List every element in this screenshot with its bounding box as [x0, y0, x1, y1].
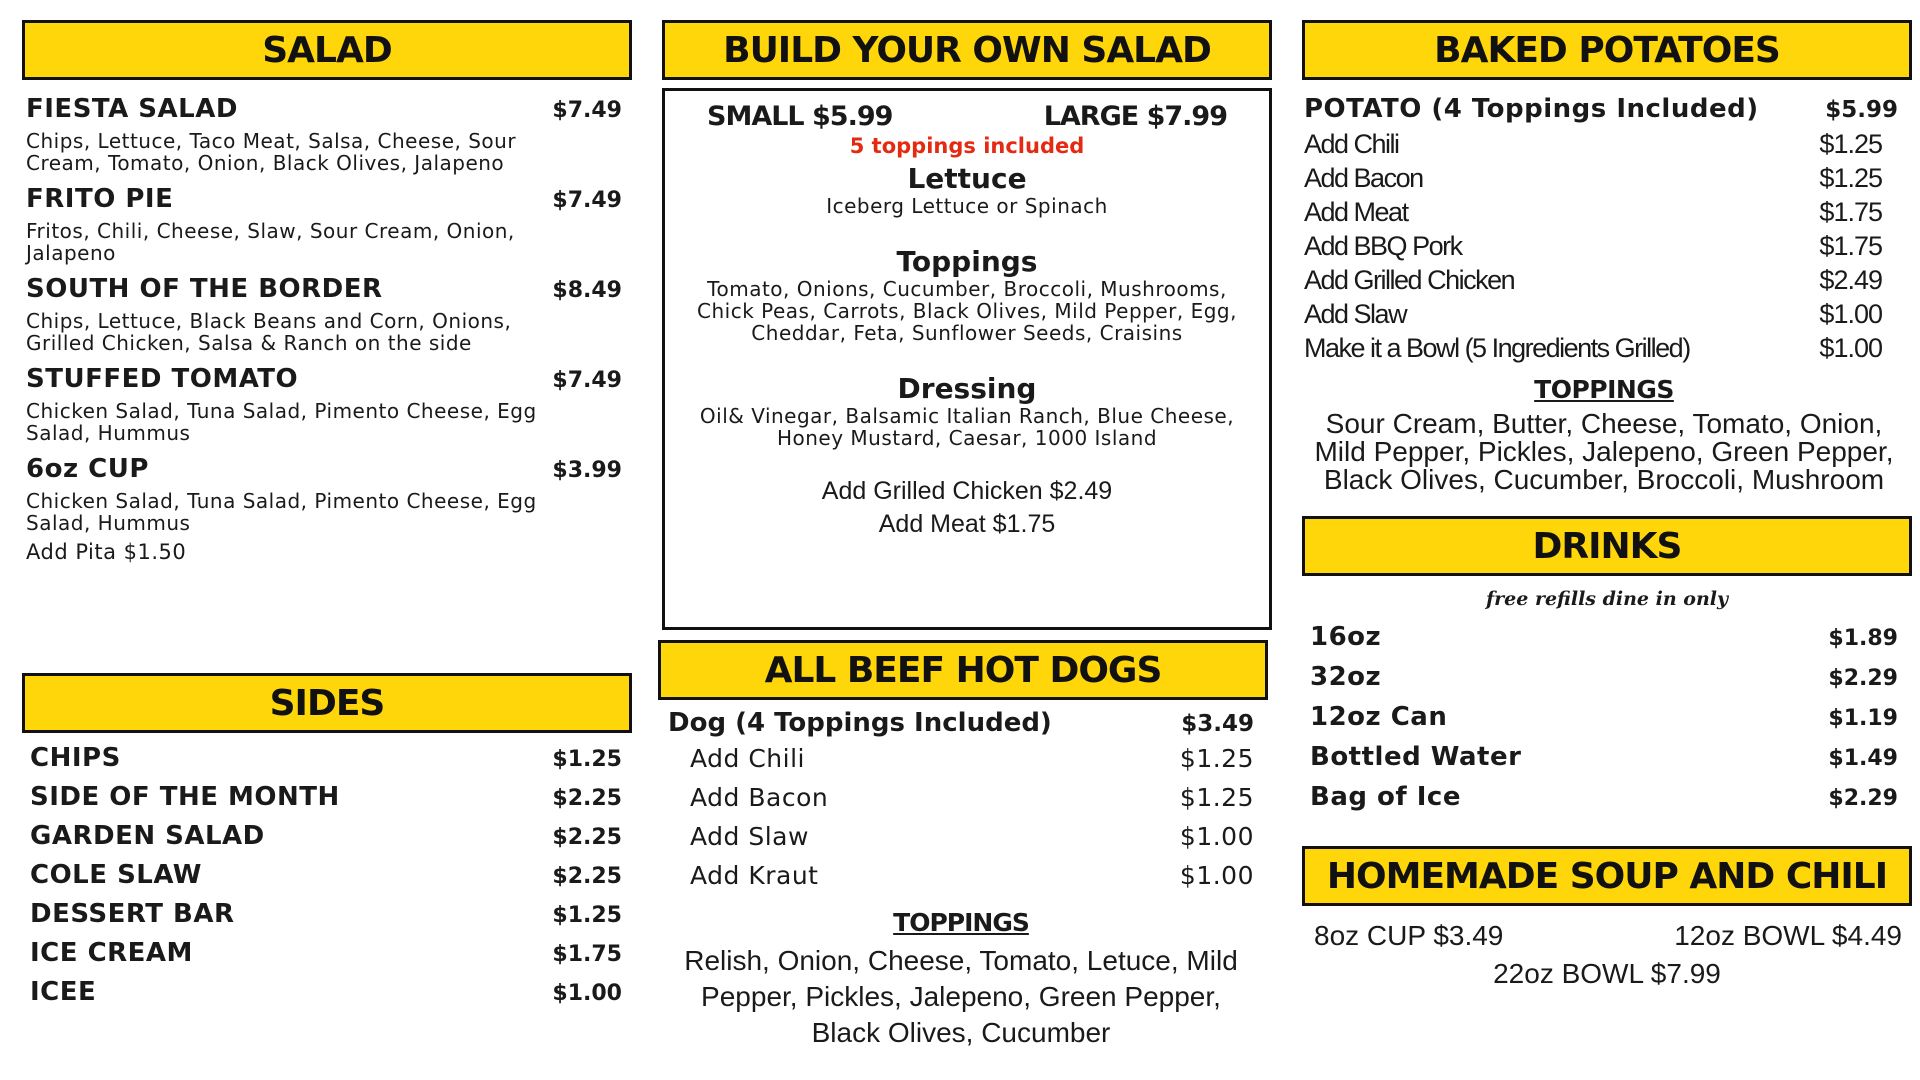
drink-name: 12oz Can	[1310, 702, 1448, 732]
addon-name: Add Bacon	[690, 783, 829, 812]
potatoes-banner: BAKED POTATOES	[1302, 20, 1912, 80]
salad-item-frito-pie	[26, 184, 626, 264]
addon-price: $1.00	[1819, 333, 1882, 363]
drinks-list	[1302, 610, 1912, 822]
drink-name: Bottled Water	[1310, 742, 1522, 772]
free-refills-note: free refills dine in only	[1485, 588, 1729, 610]
side-row	[30, 743, 626, 782]
item-description: Chips, Lettuce, Taco Meat, Salsa, Cheese, Sour Cream, Tomato, Onion, Black Olives, Jalapeno	[26, 129, 517, 175]
left-column	[22, 20, 632, 1007]
item-price: $7.49	[552, 368, 622, 393]
dressing-options: Oil& Vinegar, Balsamic Italian Ranch, Blue Cheese, Honey Mustard, Caesar, 1000 Island	[699, 404, 1235, 450]
hotdog-addon-row	[668, 744, 1254, 783]
drink-row	[1310, 742, 1904, 782]
item-name: SOUTH OF THE BORDER	[26, 274, 383, 304]
byo-salad-banner: BUILD YOUR OWN SALAD	[662, 20, 1272, 80]
side-price: $1.25	[552, 747, 622, 772]
potato-toppings-heading: TOPPINGS	[1534, 375, 1674, 404]
potato-addon-row	[1304, 265, 1904, 299]
item-name: POTATO (4 Toppings Included)	[1304, 94, 1759, 124]
addon-price: $1.00	[1819, 299, 1882, 329]
soup-cup-price: 8oz CUP $3.49	[1314, 920, 1504, 951]
drink-price: $2.29	[1828, 666, 1898, 691]
drink-name: 32oz	[1310, 662, 1382, 692]
side-name: COLE SLAW	[30, 860, 202, 890]
drinks-banner: DRINKS	[1302, 516, 1912, 576]
item-name: FIESTA SALAD	[26, 94, 238, 124]
item-name: Dog (4 Toppings Included)	[668, 708, 1052, 738]
addon-name: Add Bacon	[1304, 163, 1423, 193]
item-name: FRITO PIE	[26, 184, 174, 214]
side-row	[30, 821, 626, 860]
side-row	[30, 782, 626, 821]
drinks-section	[1302, 516, 1912, 822]
soup-sizes-row	[1302, 920, 1912, 952]
side-price: $1.75	[552, 942, 622, 967]
hotdog-addon-row	[668, 861, 1254, 900]
addon-name: Add Slaw	[690, 822, 809, 851]
item-description: Chips, Lettuce, Black Beans and Corn, Onions, Grilled Chicken, Salsa & Ranch on the side	[26, 309, 512, 355]
add-chicken-line: Add Grilled Chicken $2.49	[821, 477, 1113, 505]
addon-price: $1.75	[1819, 197, 1882, 227]
item-price: $5.99	[1825, 97, 1898, 123]
addon-price: $1.75	[1819, 231, 1882, 261]
side-price: $1.00	[552, 981, 622, 1006]
side-row	[30, 899, 626, 938]
item-price: $7.49	[552, 188, 622, 213]
addon-price: $1.25	[1819, 129, 1882, 159]
small-size-price: SMALL $5.99	[707, 101, 893, 132]
side-price: $2.25	[552, 864, 622, 889]
sides-section	[22, 673, 632, 1016]
soup-section	[1302, 846, 1912, 990]
salad-list	[22, 80, 632, 564]
item-price: $3.99	[552, 458, 622, 483]
sides-banner: SIDES	[22, 673, 632, 733]
lettuce-options: Iceberg Lettuce or Spinach	[826, 194, 1108, 218]
sides-list	[22, 733, 632, 1016]
side-name: GARDEN SALAD	[30, 821, 265, 851]
salad-item-6oz-cup	[26, 454, 626, 564]
byo-salad-box	[662, 88, 1272, 630]
drink-price: $1.49	[1828, 746, 1898, 771]
drink-name: Bag of Ice	[1310, 782, 1461, 812]
potato-addon-row	[1304, 231, 1904, 265]
toppings-options: Tomato, Onions, Cucumber, Broccoli, Mushrooms, Chick Peas, Carrots, Black Olives, Mild Pepper, Egg, Cheddar, Feta, Sunflower Seeds, Craisins	[697, 277, 1237, 345]
soup-banner: HOMEMADE SOUP AND CHILI	[1302, 846, 1912, 906]
lettuce-heading: Lettuce	[907, 162, 1027, 195]
addon-price: $2.49	[1819, 265, 1882, 295]
right-column	[1302, 20, 1912, 989]
add-meat-line: Add Meat $1.75	[878, 510, 1056, 538]
size-prices	[689, 101, 1245, 132]
potato-addon-row	[1304, 333, 1904, 367]
hotdog-addon-row	[668, 822, 1254, 861]
side-price: $2.25	[552, 825, 622, 850]
addon-name: Add Slaw	[1304, 299, 1407, 329]
item-name: 6oz CUP	[26, 454, 149, 484]
hotdog-toppings-list: Relish, Onion, Cheese, Tomato, Letuce, Mild Pepper, Pickles, Jalepeno, Green Pepper, Black Olives, Cucumber	[684, 945, 1238, 1048]
side-name: CHIPS	[30, 743, 121, 773]
addon-price: $1.00	[1179, 822, 1254, 851]
drink-price: $1.89	[1828, 626, 1898, 651]
potato-toppings-list: Sour Cream, Butter, Cheese, Tomato, Onion, Mild Pepper, Pickles, Jalepeno, Green Pepper, Black Olives, Cucumber, Broccoli, Mushroom	[1314, 408, 1894, 495]
side-name: ICE CREAM	[30, 938, 193, 968]
addon-price: $1.25	[1179, 744, 1254, 773]
item-description: Chicken Salad, Tuna Salad, Pimento Cheese, Egg Salad, Hummus	[26, 399, 537, 445]
item-description: Chicken Salad, Tuna Salad, Pimento Cheese, Egg Salad, Hummus	[26, 489, 537, 535]
addon-name: Add BBQ Pork	[1304, 231, 1462, 261]
side-name: SIDE OF THE MONTH	[30, 782, 340, 812]
drink-row	[1310, 662, 1904, 702]
item-price: $8.49	[552, 278, 622, 303]
drink-name: 16oz	[1310, 622, 1382, 652]
potato-addon-row	[1304, 299, 1904, 333]
hotdogs-banner: ALL BEEF HOT DOGS	[658, 640, 1268, 700]
addon-name: Add Meat	[1304, 197, 1408, 227]
item-price: $3.49	[1181, 711, 1254, 737]
addon-price: $1.25	[1819, 163, 1882, 193]
addon-name: Add Chili	[1304, 129, 1399, 159]
side-price: $1.25	[552, 903, 622, 928]
soup-22oz-bowl-price: 22oz BOWL $7.99	[1493, 958, 1721, 989]
drink-row	[1310, 702, 1904, 742]
hotdog-addon-row	[668, 783, 1254, 822]
side-name: DESSERT BAR	[30, 899, 235, 929]
addon-name: Make it a Bowl (5 Ingredients Grilled)	[1304, 333, 1690, 363]
toppings-included-note: 5 toppings included	[849, 134, 1085, 158]
addon-price: $1.00	[1179, 861, 1254, 890]
addon-name: Add Chili	[690, 744, 805, 773]
salad-item-south-of-border	[26, 274, 626, 354]
hotdog-main-row	[668, 708, 1254, 744]
drink-price: $1.19	[1828, 706, 1898, 731]
add-pita-note: Add Pita $1.50	[26, 540, 187, 564]
potato-main-row	[1304, 94, 1904, 129]
hotdogs-list	[658, 700, 1268, 1051]
potato-addon-row	[1304, 197, 1904, 231]
soup-12oz-bowl-price: 12oz BOWL $4.49	[1674, 920, 1902, 951]
toppings-heading: Toppings	[896, 245, 1038, 278]
hotdogs-section	[658, 640, 1268, 1051]
drink-row	[1310, 622, 1904, 662]
addon-name: Add Grilled Chicken	[1304, 265, 1515, 295]
side-row	[30, 860, 626, 899]
side-row	[30, 977, 626, 1016]
potato-addon-row	[1304, 163, 1904, 197]
item-description: Fritos, Chili, Cheese, Slaw, Sour Cream, Onion, Jalapeno	[26, 219, 515, 265]
side-row	[30, 938, 626, 977]
addon-name: Add Kraut	[690, 861, 819, 890]
addon-price: $1.25	[1179, 783, 1254, 812]
potatoes-list	[1302, 80, 1912, 494]
drink-row	[1310, 782, 1904, 822]
salad-item-fiesta	[26, 94, 626, 174]
middle-column	[662, 20, 1272, 1048]
drink-price: $2.29	[1828, 786, 1898, 811]
salad-banner: SALAD	[22, 20, 632, 80]
item-name: STUFFED TOMATO	[26, 364, 299, 394]
side-name: ICEE	[30, 977, 97, 1007]
hotdog-toppings-heading: TOPPINGS	[893, 908, 1029, 937]
salad-item-stuffed-tomato	[26, 364, 626, 444]
large-size-price: LARGE $7.99	[1043, 101, 1227, 132]
potato-addon-row	[1304, 129, 1904, 163]
item-price: $7.49	[552, 98, 622, 123]
dressing-heading: Dressing	[897, 372, 1037, 405]
side-price: $2.25	[552, 786, 622, 811]
